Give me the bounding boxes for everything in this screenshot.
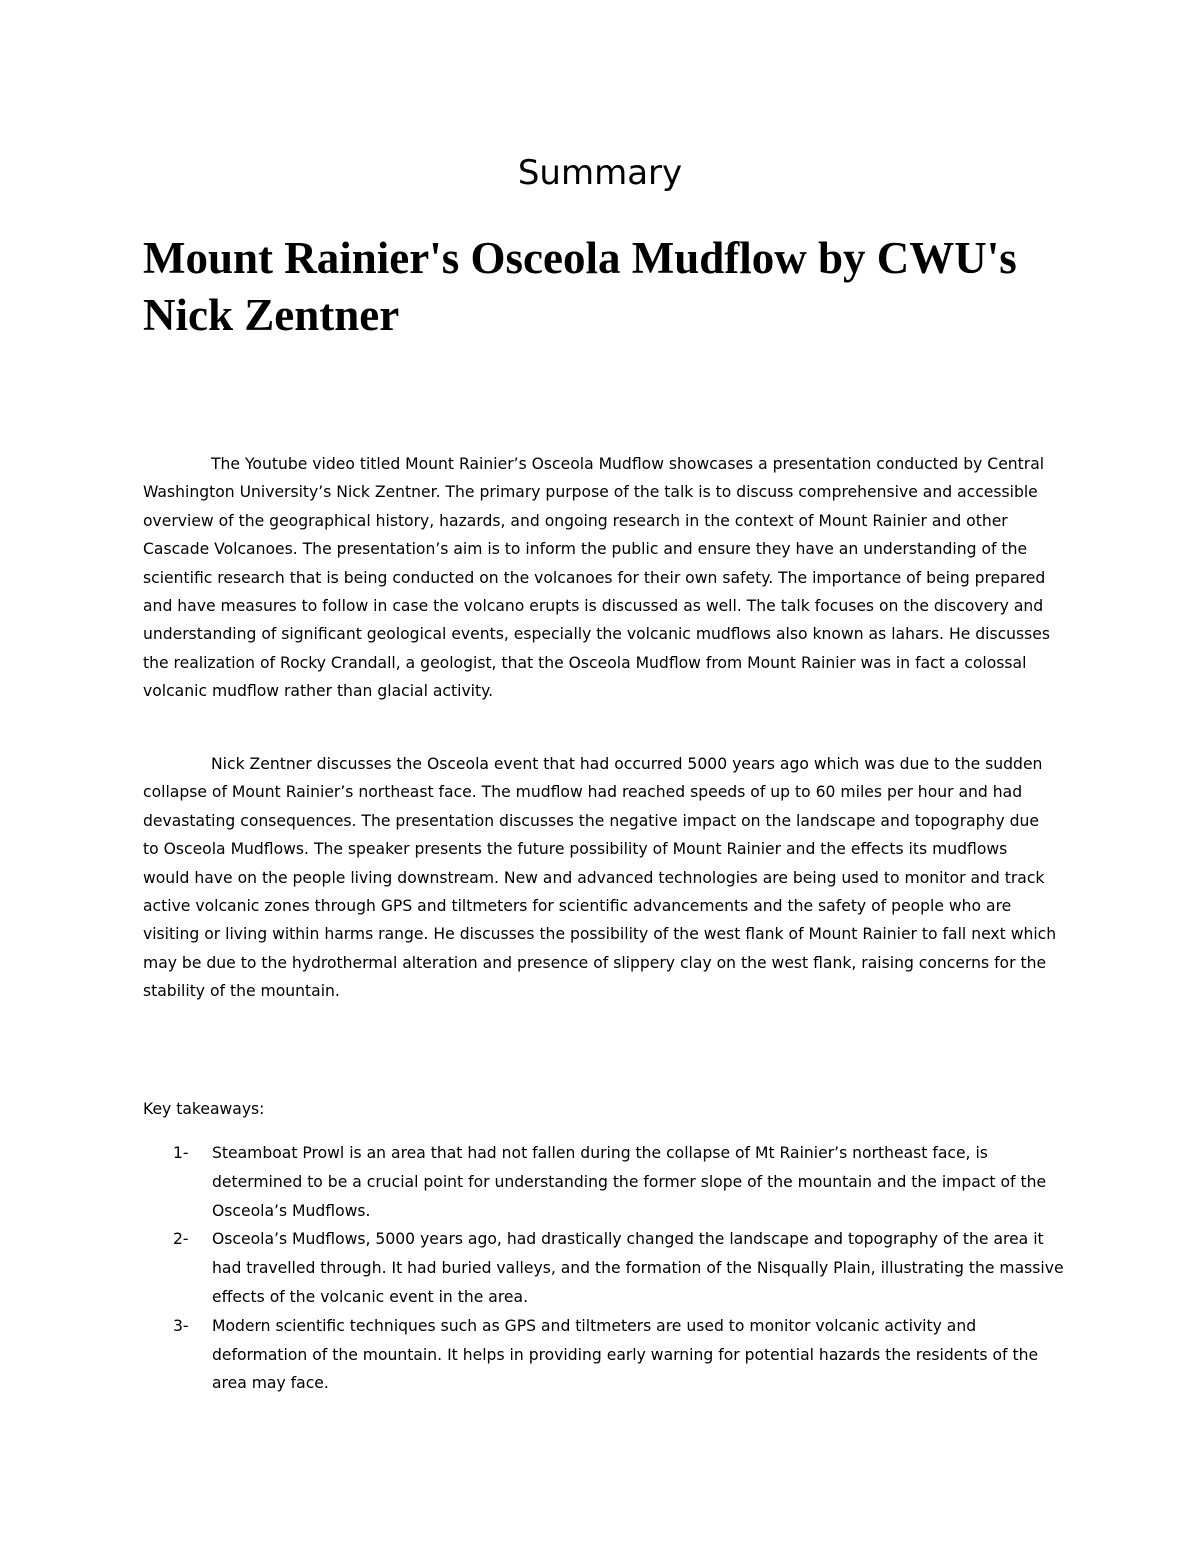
paragraph-block [143,750,1058,1006]
body-paragraph-1: The Youtube video titled Mount Rainier’s Osceola Mudflow showcases a presentation conducted by Central Washington University’s Nick Zentner. The primary purpose of the talk is to discuss comprehensive and accessible overview of the geographical history, hazards, and ongoing research in the context of Mount Rainier and other Cascade Volcanoes. The presentation’s aim is to inform the public and ensure they have an understanding of the scientific research that is being conducted on the volcanoes for their own safety. The importance of being prepared and have measures to follow in case the volcano erupts is discussed as well. The talk focuses on the discovery and understanding of significant geological events, especially the volcanic mudflows also known as lahars. He discusses the realization of Rocky Crandall, a geologist, that the Osceola Mudflow from Mount Rainier was in fact a colossal volcanic mudflow rather than glacial activity. [143,455,1051,701]
takeaways-list [143,1139,1073,1398]
list-item-text: Modern scientific techniques such as GPS and tiltmeters are used to monitor volcanic activity and deformation of the mountain. It helps in providing early warning for potential hazards the residents of the area may face. [212,1316,1039,1393]
summary-heading: Summary [517,153,683,193]
list-item-number: 3- [173,1316,189,1335]
key-takeaways-label: Key takeaways: [143,1100,265,1118]
list-item [143,1139,1073,1225]
paragraph-block [143,450,1058,706]
list-item-number: 2- [173,1230,189,1249]
list-item-number: 1- [173,1144,189,1162]
list-item [143,1312,1073,1398]
document-title: Mount Rainier's Osceola Mudflow by CWU's Nick Zentner [143,233,1017,340]
list-item-text: Steamboat Prowl is an area that had not fallen during the collapse of Mt Rainier’s northeast face, is determined to be a crucial point for understanding the former slope of the mountain and the impact of the Osceola’s Mudflows. [212,1144,1047,1220]
list-item [143,1225,1073,1311]
body-paragraph-2: Nick Zentner discusses the Osceola event that had occurred 5000 years ago which was due to the sudden collapse of Mount Rainier’s northeast face. The mudflow had reached speeds of up to 60 miles per hour and had devastating consequences. The presentation discusses the negative impact on the landscape and topography due to Osceola Mudflows. The speaker presents the future possibility of Mount Rainier and the effects its mudflows would have on the people living downstream. New and advanced technologies are being used to monitor and track active volcanic zones through GPS and tiltmeters for scientific advancements and the safety of people who are visiting or living within harms range. He discusses the possibility of the west flank of Mount Rainier to fall next which may be due to the hydrothermal alteration and presence of slippery clay on the west flank, raising concerns for the stability of the mountain. [143,755,1057,1001]
list-item-text: Osceola’s Mudflows, 5000 years ago, had drastically changed the landscape and topography of the area it had travelled through. It had buried valleys, and the formation of the Nisqually Plain, illustrating the massive effects of the volcanic event in the area. [212,1230,1064,1306]
